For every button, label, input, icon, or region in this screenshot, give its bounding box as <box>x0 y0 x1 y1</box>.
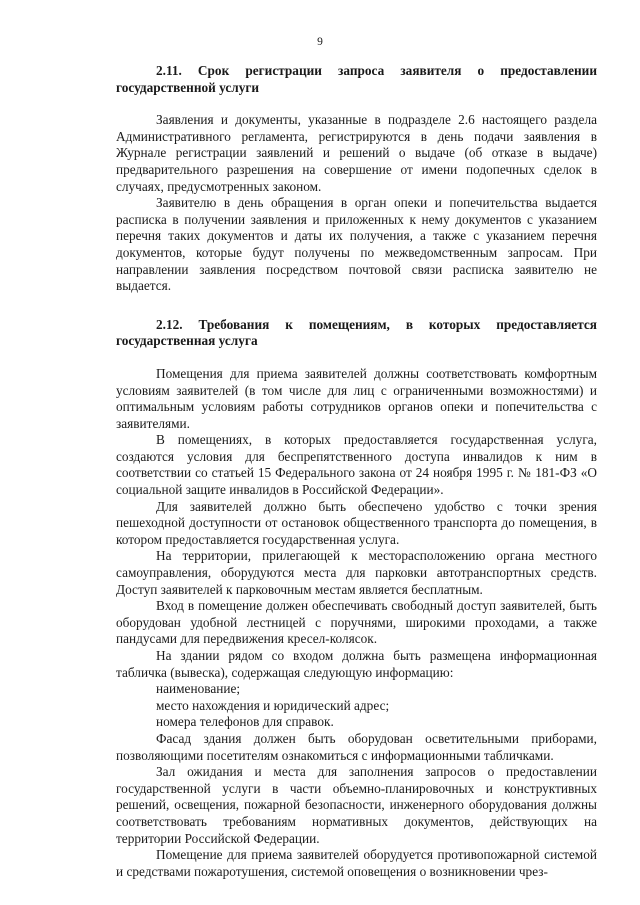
page-content <box>116 63 597 880</box>
section-heading: 2.11. Срок регистрации запроса заявителя о предоставлении государственной услуги <box>116 63 597 95</box>
page-number: 9 <box>317 36 323 48</box>
paragraph: Заявителю в день обращения в орган опеки и попечительства выдается расписка в получении заявления и приложенных к нему документов с указанием перечня таких документов и даты их получения, а также с указанием перечня документов, которые будут получены по межведомственным запросам. При направлении заявления посредством почтовой связи расписка заявителю не выдается. <box>116 195 597 294</box>
paragraph: Для заявителей должно быть обеспечено удобство с точки зрения пешеходной доступности от остановок общественного транспорта до помещения, в котором предоставляется государственная услуга. <box>116 498 597 547</box>
paragraph: Помещения для приема заявителей должны соответствовать комфортным условиям заявителей (в том числе для лиц с ограниченными возможностями) и оптимальным условиям работы сотрудников органов опеки и попечительства с заявителями. <box>116 365 597 431</box>
paragraph: Зал ожидания и места для заполнения запросов о предоставлении государственной услуги в части объемно-планировочных и конструктивных решений, освещения, пожарной безопасности, инженерного оборудования должны соответствовать требованиям нормативных документов, действующих на территории Российской Федерации. <box>116 764 597 846</box>
list-item: номера телефонов для справок. <box>156 714 334 730</box>
paragraph: На здании рядом со входом должна быть размещена информационная табличка (вывеска), содержащая следующую информацию: <box>116 648 597 680</box>
paragraph: Заявления и документы, указанные в подразделе 2.6 настоящего раздела Административного регламента, регистрируются в день подачи заявления в Журнале регистрации заявлений и решений о выдаче (об отказе в выдаче) предварительного разрешения на совершение от имени подопечных сделок в случаях, предусмотренных законом. <box>116 112 597 194</box>
paragraph: Вход в помещение должен обеспечивать свободный доступ заявителей, быть оборудован удобной лестницей с поручнями, широкими проходами, а также пандусами для передвижения кресел-колясок. <box>116 598 597 647</box>
section-2-11 <box>116 63 597 295</box>
paragraph: В помещениях, в которых предоставляется государственная услуга, создаются условия для беспрепятственного доступа инвалидов к ним в соответствии со статьей 15 Федерального закона от 24 ноября 1995 г. № 181-ФЗ «О социальной защите инвалидов в Российской Федерации». <box>116 432 597 498</box>
list-item: наименование; <box>156 681 241 697</box>
paragraph: На территории, прилегающей к месторасположению органа местного самоуправления, оборудуются места для парковки автотранспортных средств. Доступ заявителей к парковочным местам является бесплатным. <box>116 548 597 597</box>
paragraph: Помещение для приема заявителей оборудуется противопожарной системой и средствами пожаротушения, системой оповещения о возникновении чрез- <box>116 847 597 879</box>
list-item: место нахождения и юридический адрес; <box>156 697 390 713</box>
paragraph: Фасад здания должен быть оборудован осветительными приборами, позволяющими посетителям ознакомиться с информационными табличками. <box>116 730 597 763</box>
section-2-12 <box>116 317 597 881</box>
section-heading: 2.12. Требования к помещениям, в которых предоставляется государственная услуга <box>116 316 597 349</box>
